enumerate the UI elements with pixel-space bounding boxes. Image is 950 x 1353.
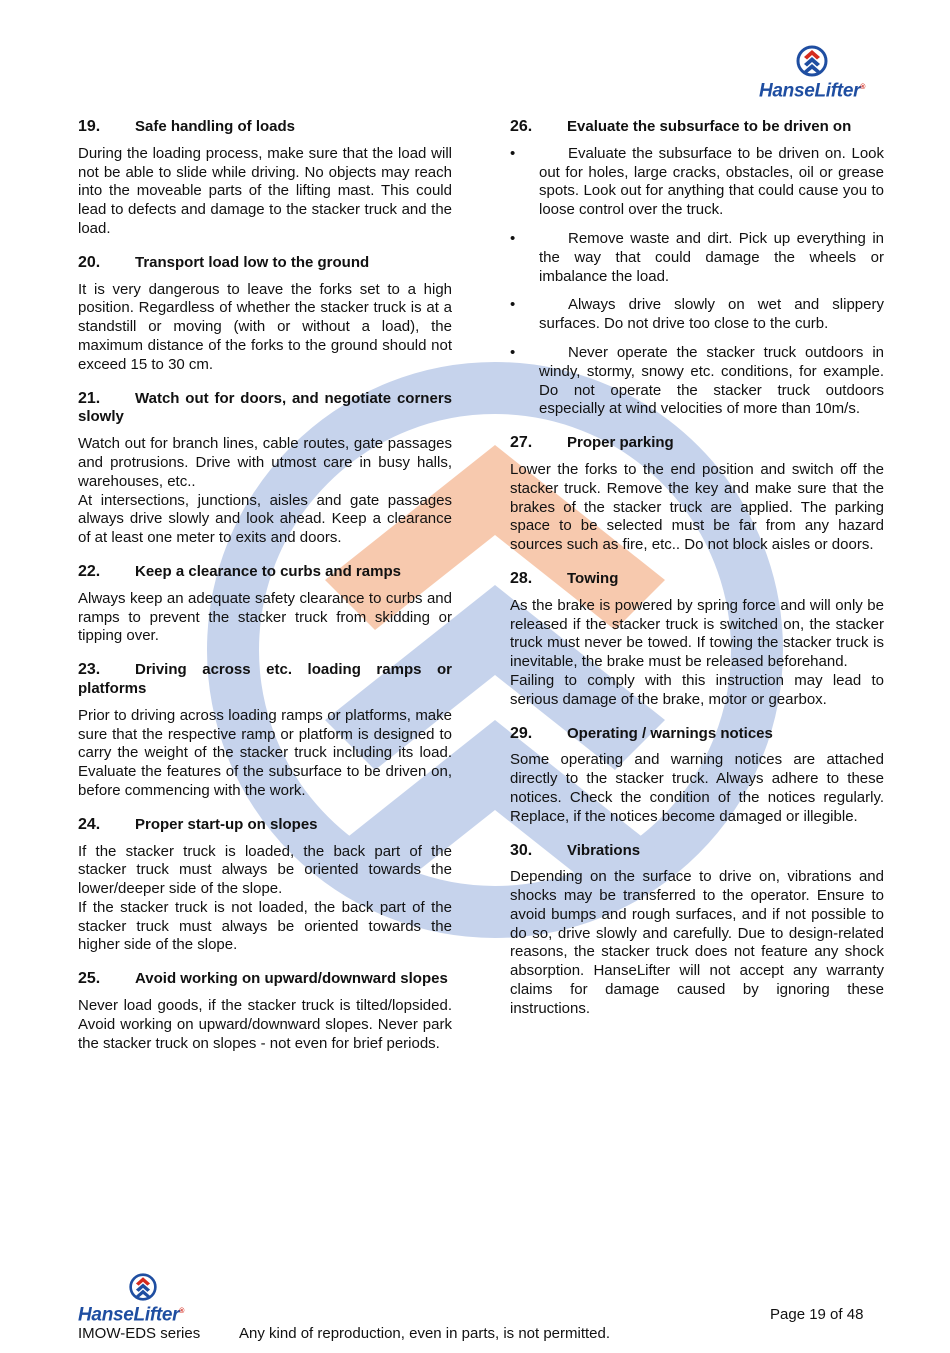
section-number: 20. [78, 253, 101, 271]
section-25 [78, 970, 452, 1053]
section-number: 28. [510, 569, 533, 587]
section-heading [78, 390, 452, 428]
bullet-text: Remove waste and dirt. Pick up everything in the way that could damage the wheels or imbalance the load. [539, 229, 884, 285]
section-number: 21. [78, 389, 101, 407]
right-sections [510, 434, 884, 1019]
section-22 [78, 563, 452, 646]
section-paragraph: During the loading process, make sure that the load will not be able to slide while driving. No objects may reach into the moveable parts of the lifting mast. This could lead to defects and damage to the stacker truck and the load. [78, 144, 452, 237]
section-number: 27. [510, 434, 533, 452]
section-paragraph: If the stacker truck is loaded, the back part of the stacker truck must always be oriented towards the lower/deeper side of the slope. [78, 842, 452, 898]
left-column [78, 118, 452, 1068]
section-title: Watch out for doors, and negotiate corners slowly [78, 389, 452, 426]
section-paragraph: If the stacker truck is not loaded, the back part of the stacker truck must always be oriented towards the higher side of the slope. [78, 898, 452, 954]
footer-copyright-notice: Any kind of reproduction, even in parts, is not permitted. [239, 1325, 611, 1342]
section-30 [510, 842, 884, 1019]
section-23 [78, 661, 452, 801]
bullet-icon: • [510, 229, 516, 247]
section-heading [510, 434, 884, 453]
section-paragraph: At intersections, junctions, aisles and gate passages always drive slowly and look ahead. Keep a clearance of at least one meter to exits and doors. [78, 491, 452, 547]
section-heading [78, 563, 452, 582]
section-title: Avoid working on upward/downward slopes [135, 970, 448, 988]
bullet-text: Never operate the stacker truck outdoors in windy, stormy, snowy etc. conditions, for example. Do not operate the stacker truck outdoors especially at wind velocities of more than 10m/s. [539, 343, 884, 418]
list-item [510, 344, 884, 419]
section-title: Proper parking [567, 434, 674, 452]
section-number: 24. [78, 815, 101, 833]
section-heading [78, 661, 452, 699]
section-paragraph: Never load goods, if the stacker truck is tilted/lopsided. Avoid working on upward/downward slopes. Never park the stacker truck on slopes - not even for brief periods. [78, 997, 452, 1052]
section-number: 30. [510, 841, 533, 859]
section-21 [78, 390, 452, 548]
section-title: Towing [567, 569, 619, 587]
section-number: 25. [78, 970, 101, 988]
section-28 [510, 570, 884, 710]
brand-logo-mark-icon [795, 44, 829, 78]
bullet-text: Evaluate the subsurface to be driven on. Look out for holes, large cracks, obstacles, oil or grease spots. Look out for anything that could cause you to loose control over the truck. [539, 144, 884, 219]
section-heading [510, 725, 884, 744]
list-item [510, 296, 884, 334]
section-heading [510, 570, 884, 589]
bullet-icon: • [510, 296, 516, 314]
section-title: Proper start-up on slopes [135, 815, 318, 833]
bullet-text: Always drive slowly on wet and slippery surfaces. Do not drive too close to the curb. [539, 296, 884, 333]
right-column [510, 118, 884, 1034]
brand-name: HanseLifter® [758, 80, 866, 102]
section-heading [78, 254, 452, 273]
section-title: Operating / warnings notices [567, 724, 773, 742]
list-item [510, 230, 884, 286]
footer-series: IMOW-EDS series [78, 1325, 201, 1342]
section-paragraph: Some operating and warning notices are attached directly to the stacker truck. Always adhere to these notices. Check the condition of the notices regularly. Replace, if the notices become damaged or illegible. [510, 751, 884, 825]
section-19 [78, 118, 452, 239]
section-heading [510, 842, 884, 861]
bullet-icon: • [510, 343, 516, 361]
footer-brand-logo [78, 1272, 212, 1325]
section-26 [510, 118, 884, 419]
section-title: Driving across etc. loading ramps or platforms [78, 661, 452, 697]
section-paragraph: Depending on the surface to drive on, vibrations and shocks may be transferred to the operator. Ensure to avoid bumps and rough surfaces, and if not possible to do so, drive slowly and carefully. Due to design-related reasons, the stacker truck does not feature any shock absorption. HanseLifter will not accept any warranty claims for damage caused by ignoring these instructions. [510, 868, 884, 1017]
section-paragraph: Prior to driving across loading ramps or platforms, make sure that the respective ramp or platform is designed to carry the weight of the stacker truck including its load. Evaluate the features of the subsurface to be driven on, before commencing with the work. [78, 706, 452, 799]
section-paragraph: As the brake is powered by spring force and will only be released if the stacker truck is switched on, the stacker truck must never be towed. If towing the stacker truck is inevitable, the brake must be released beforehand. [510, 596, 884, 671]
section-paragraph: Failing to comply with this instruction may lead to serious damage of the brake, motor or gearbox. [510, 671, 884, 708]
section-heading [510, 118, 884, 137]
bullet-list [510, 145, 884, 419]
page-number: Page 19 of 48 [770, 1306, 864, 1323]
section-number: 22. [78, 562, 101, 580]
footer-logo-mark-icon [128, 1272, 158, 1302]
brand-logo [742, 44, 882, 104]
section-title: Vibrations [567, 841, 641, 859]
section-title: Safe handling of loads [135, 118, 296, 135]
section-heading [78, 118, 452, 137]
section-number: 19. [78, 118, 101, 135]
section-27 [510, 434, 884, 555]
section-paragraph: Lower the forks to the end position and switch off the stacker truck. Remove the key and make sure that the brakes of the stacker truck are applied. The parking space to be selected must be far from any hazard sources such as fire, etc.. Do not block aisles or doors. [510, 460, 884, 554]
section-paragraph: Always keep an adequate safety clearance to curbs and ramps to prevent the stacker truck from skidding or tipping over. [78, 589, 452, 645]
section-heading [78, 970, 452, 989]
section-29 [510, 725, 884, 827]
bullet-icon: • [510, 144, 516, 162]
footer-brand-name: HanseLifter® [78, 1304, 185, 1326]
section-title: Evaluate the subsurface to be driven on [567, 118, 852, 135]
section-paragraph: Watch out for branch lines, cable routes, gate passages and protrusions. Drive with utmost care in busy halls, warehouses, etc.. [78, 435, 452, 490]
list-item [510, 145, 884, 220]
section-number: 26. [510, 118, 533, 135]
section-heading [78, 816, 452, 835]
section-20 [78, 254, 452, 375]
section-title: Keep a clearance to curbs and ramps [135, 562, 401, 580]
section-number: 29. [510, 724, 533, 742]
section-24 [78, 816, 452, 956]
section-paragraph: It is very dangerous to leave the forks set to a high position. Regardless of whether the stacker truck is at a standstill or moving (with or without a load), the maximum distance of the forks to the ground should not exceed 15 to 30 cm. [78, 280, 452, 373]
section-title: Transport load low to the ground [135, 253, 370, 271]
section-number: 23. [78, 661, 101, 679]
